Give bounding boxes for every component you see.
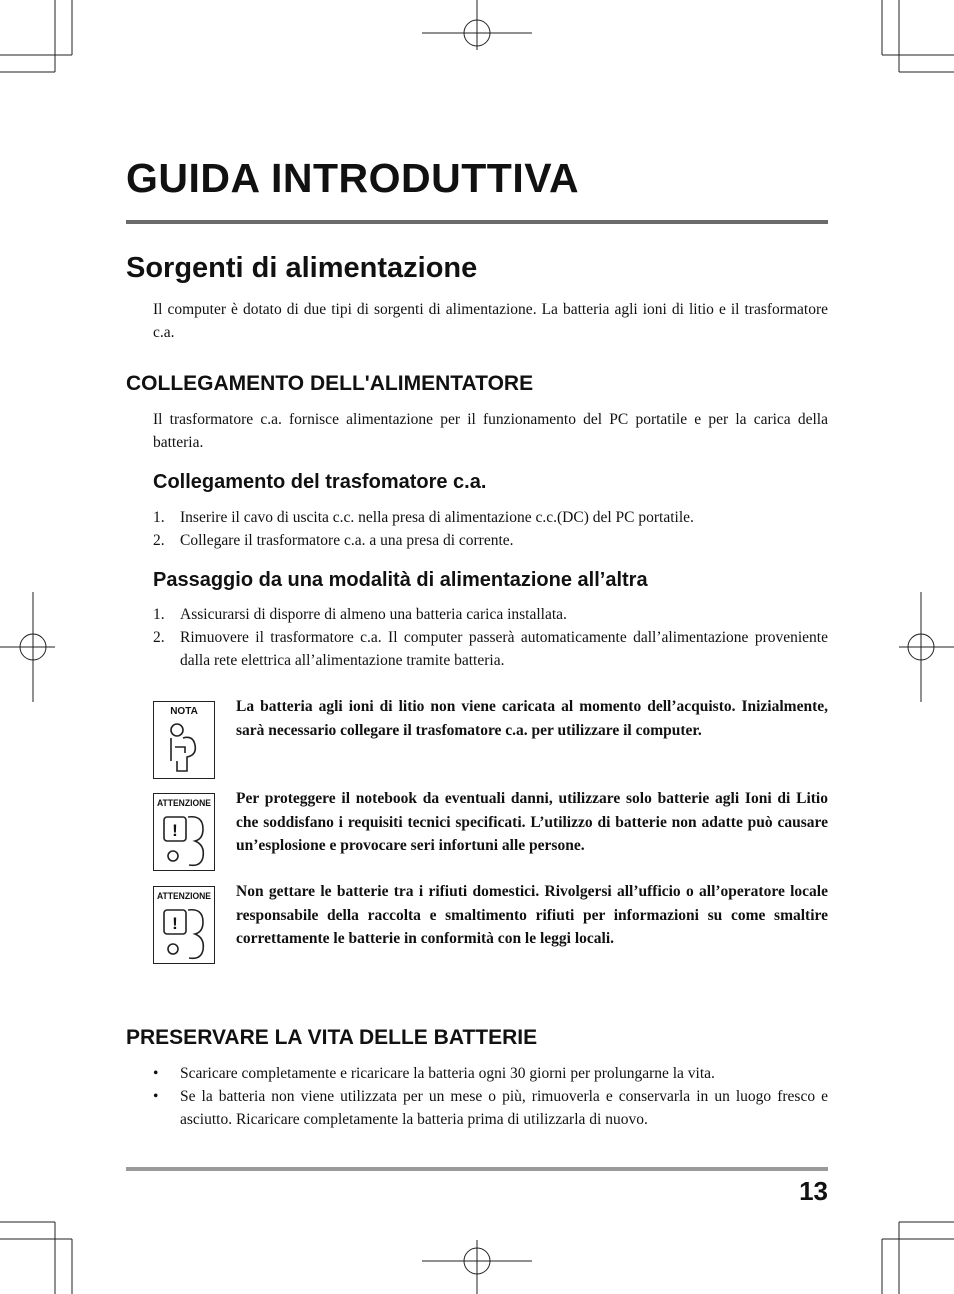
list-text: Scaricare completamente e ricaricare la batteria ogni 30 giorni per prolungarne la vita. [180,1065,715,1082]
footer-divider [126,1167,828,1171]
list-number: 2. [153,629,165,646]
page-number: 13 [799,1176,828,1206]
note-text: La batteria agli ioni di litio non viene caricata al momento dell’acquisto. Inizialmente, sarà necessario collegare il trasfomatore c.a. per utilizzare il computer. [236,698,828,739]
intro-paragraph: Il computer è dotato di due tipi di sorgenti di alimentazione. La batteria agli ioni di litio e il trasformatore c.a. [153,301,828,341]
connect-adapter-steps [153,506,828,552]
adapter-paragraph: Il trasformatore c.a. fornisce alimentazione per il funzionamento del PC portatile e per la carica della batteria. [153,411,828,451]
warning-label: ATTENZIONE [157,891,211,901]
warning-icon [153,793,215,871]
battery-life-heading: PRESERVARE LA VITA DELLE BATTERIE [126,1026,538,1049]
warning-icon [153,886,215,964]
bullet: • [153,1065,159,1082]
bullet: • [153,1088,159,1105]
list-text: Rimuovere il trasformatore c.a. Il computer passerà automaticamente dall’alimentazione proveniente dalla rete elettrica all’alimentazione tramite batteria. [180,629,828,669]
registration-mark-top [422,0,532,50]
list-item [153,529,828,552]
list-item [153,626,828,672]
list-item [153,506,828,529]
registration-mark-bottom [422,1240,532,1294]
registration-mark-left [0,592,55,702]
list-text: Collegare il trasformatore c.a. a una presa di corrente. [180,532,514,549]
warning-block [153,883,828,966]
warning-text: Non gettare le batterie tra i rifiuti domestici. Rivolgersi all’ufficio o all’operatore locale responsabile della raccolta e smaltimento rifiuti per informazioni su come smaltire correttamente le batterie in conformità con le leggi locali. [236,883,828,947]
note-icon [153,701,215,779]
svg-text:!: ! [172,914,178,933]
warning-block [153,790,828,873]
list-text: Inserire il cavo di uscita c.c. nella presa di alimentazione c.c.(DC) del PC portatile. [180,509,694,526]
battery-life-bullets [153,1062,828,1131]
connect-adapter-heading: Collegamento del trasfomatore c.a. [153,471,487,493]
warning-text: Per proteggere il notebook da eventuali danni, utilizzare solo batterie agli Ioni di Litio che soddisfano i requisiti tecnici specificati. L’utilizzo di batterie non adatte può causare un’esplosione e provocare seri infortuni alle persone. [236,790,828,854]
list-item [153,603,828,626]
list-text: Se la batteria non viene utilizzata per un mese o più, rimuoverla e conservarla in un luogo fresco e asciutto. Ricaricare completamente la batteria prima di utilizzarla di nuovo. [180,1088,828,1128]
page-title: GUIDA INTRODUTTIVA [126,155,580,201]
svg-text:!: ! [172,821,178,840]
switch-power-heading: Passaggio da una modalità di alimentazione all’altra [153,569,648,591]
list-text: Assicurarsi di disporre di almeno una batteria carica installata. [180,606,567,623]
switch-power-steps [153,603,828,672]
section-title: Sorgenti di alimentazione [126,252,478,284]
note-block [153,698,828,781]
adapter-heading: COLLEGAMENTO DELL'ALIMENTATORE [126,372,534,395]
warning-label: ATTENZIONE [157,798,211,808]
note-label: NOTA [170,706,198,717]
list-item [153,1062,828,1085]
title-divider [126,220,828,224]
list-item [153,1085,828,1131]
list-number: 1. [153,509,165,526]
registration-mark-right [899,592,954,702]
list-number: 2. [153,532,165,549]
list-number: 1. [153,606,165,623]
